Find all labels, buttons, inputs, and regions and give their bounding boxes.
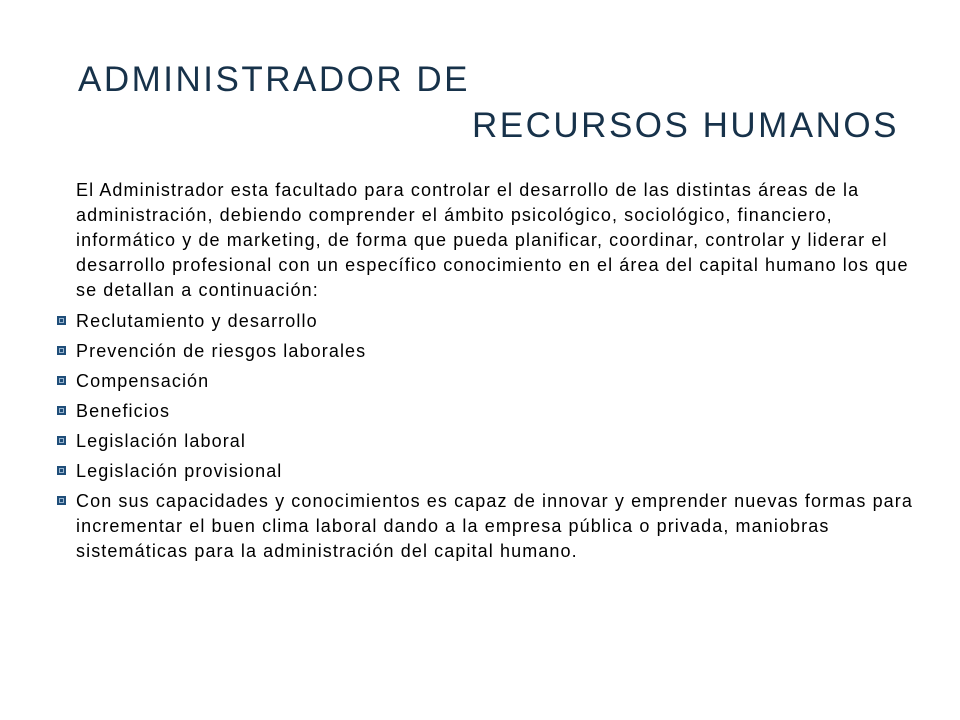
bullet-item-legislacion-provisional	[56, 459, 916, 484]
title-line-1: ADMINISTRADOR DE	[78, 60, 470, 99]
square-bullet-icon	[57, 496, 66, 505]
intro-paragraph: El Administrador esta facultado para controlar el desarrollo de las distintas áreas de la administración, debiendo comprender el ámbito psicológico, sociológico, financiero, informático y de marketing, de forma que pueda planificar, coordinar, controlar y liderar el desarrollo profesional con un específico conocimiento en el área del capital humano los que se detallan a continuación:	[76, 180, 909, 300]
bullet-text: Compensación	[76, 371, 210, 391]
bullet-item-capacidades	[56, 489, 916, 564]
square-bullet-icon	[57, 376, 66, 385]
bullet-item-prevencion	[56, 339, 916, 364]
bullet-list	[56, 309, 916, 564]
bullet-text: Reclutamiento y desarrollo	[76, 311, 318, 331]
square-bullet-icon	[57, 406, 66, 415]
bullet-item-compensacion	[56, 369, 916, 394]
square-bullet-icon	[57, 346, 66, 355]
square-bullet-icon	[57, 316, 66, 325]
bullet-text: Prevención de riesgos laborales	[76, 341, 367, 361]
square-bullet-icon	[57, 466, 66, 475]
bullet-item-reclutamiento	[56, 309, 916, 334]
bullet-item-legislacion-laboral	[56, 429, 916, 454]
bullet-item-beneficios	[56, 399, 916, 424]
bullet-text: Legislación laboral	[76, 431, 246, 451]
bullet-text: Legislación provisional	[76, 461, 283, 481]
title-line-2: RECURSOS HUMANOS	[472, 106, 899, 145]
bullet-text: Con sus capacidades y conocimientos es capaz de innovar y emprender nuevas formas para incrementar el buen clima laboral dando a la empresa pública o privada, maniobras sistemáticas para la administración del capital humano.	[76, 491, 914, 561]
bullet-text: Beneficios	[76, 401, 171, 421]
slide-body	[56, 178, 916, 569]
square-bullet-icon	[57, 436, 66, 445]
